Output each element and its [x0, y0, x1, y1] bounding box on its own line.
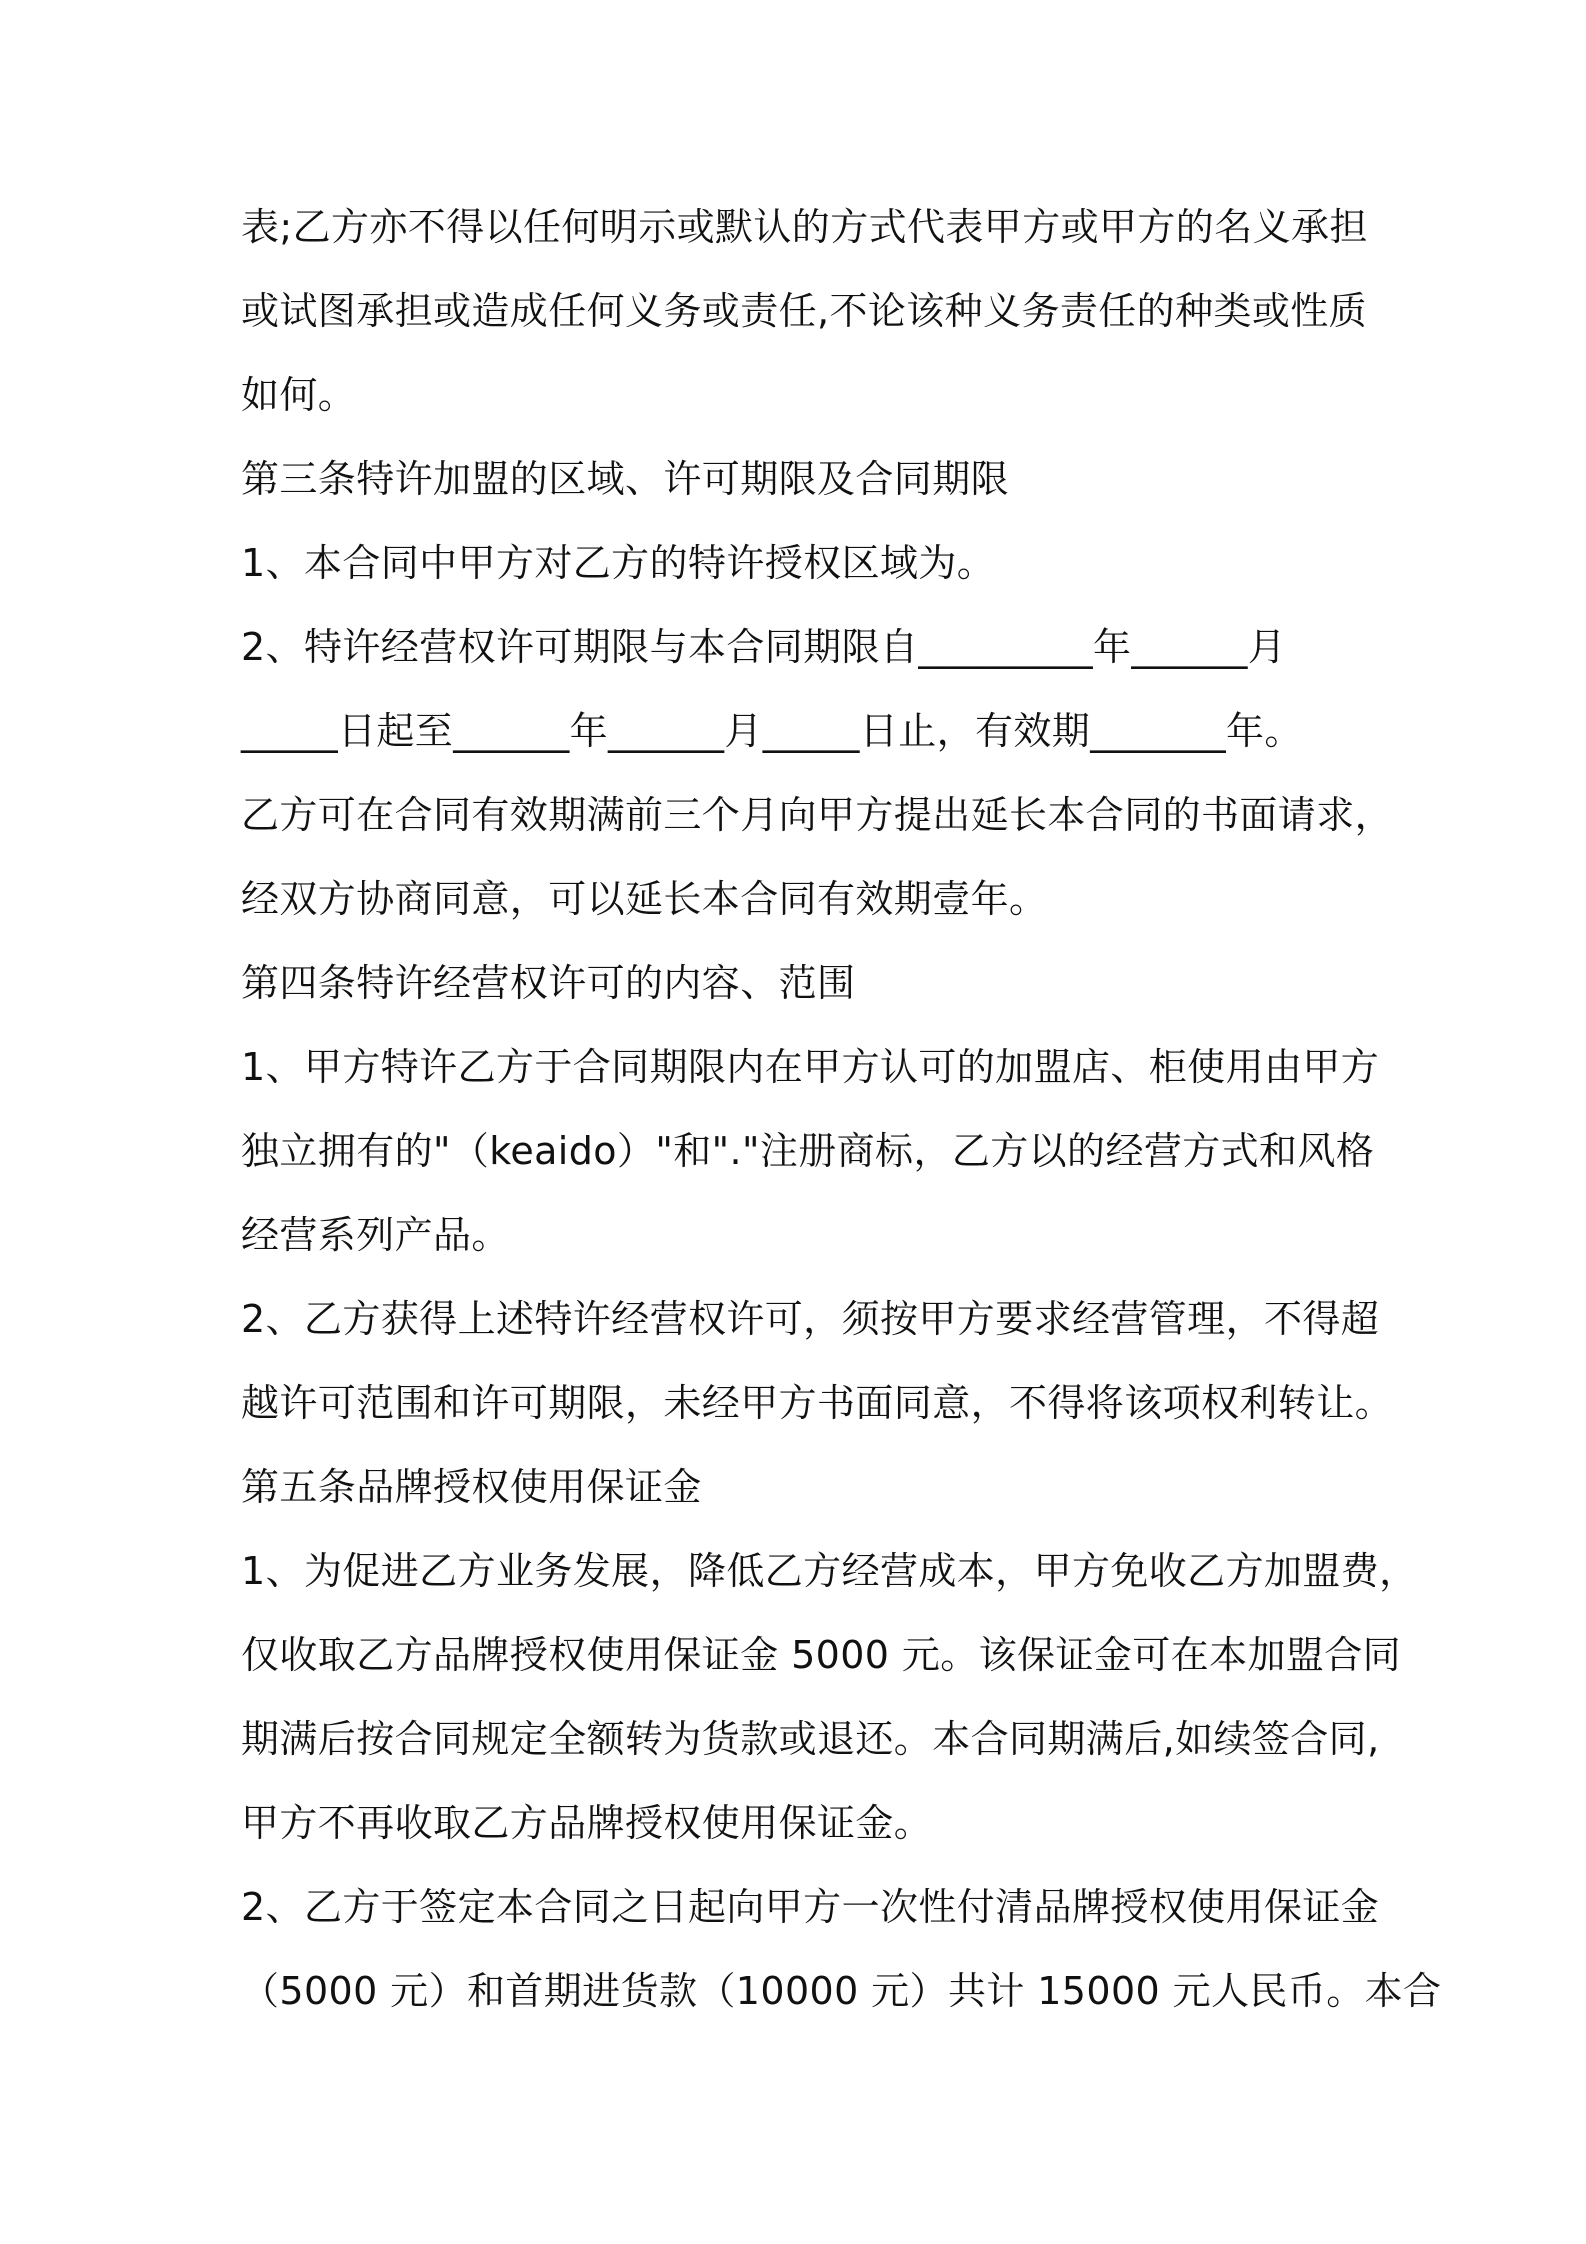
text-line: 2、特许经营权许可期限与本合同期限自_________年______月 — [241, 625, 1287, 669]
text-line: 乙方可在合同有效期满前三个月向甲方提出延长本合同的书面请求， — [241, 793, 1394, 837]
text-line: 1、甲方特许乙方于合同期限内在甲方认可的加盟店、柜使用由甲方 — [241, 1045, 1380, 1089]
article-heading: 第五条品牌授权使用保证金 — [241, 1465, 702, 1509]
text-line: 期满后按合同规定全额转为货款或退还。本合同期满后,如续签合同, — [241, 1717, 1380, 1761]
text-line: 1、为促进乙方业务发展，降低乙方经营成本，甲方免收乙方加盟费， — [241, 1549, 1418, 1593]
article-heading: 第三条特许加盟的区域、许可期限及合同期限 — [241, 457, 1010, 501]
text-line: 表;乙方亦不得以任何明示或默认的方式代表甲方或甲方的名义承担 — [241, 205, 1368, 249]
text-line: 如何。 — [241, 373, 357, 417]
text-line: 越许可范围和许可期限，未经甲方书面同意，不得将该项权利转让。 — [241, 1381, 1394, 1425]
text-line: 经营系列产品。 — [241, 1213, 510, 1257]
text-line: _____日起至______年______月_____日止，有效期_______年。 — [241, 709, 1303, 753]
text-line: 仅收取乙方品牌授权使用保证金 5000 元。该保证金可在本加盟合同 — [241, 1633, 1402, 1677]
text-line: 甲方不再收取乙方品牌授权使用保证金。 — [241, 1801, 933, 1845]
article-heading: 第四条特许经营权许可的内容、范围 — [241, 961, 856, 1005]
text-line: 或试图承担或造成任何义务或责任,不论该种义务责任的种类或性质 — [241, 289, 1368, 333]
text-line: 独立拥有的"（keaido）"和"."注册商标，乙方以的经营方式和风格 — [241, 1129, 1375, 1173]
text-line: （5000 元）和首期进货款（10000 元）共计 15000 元人民币。本合 — [241, 1969, 1442, 2013]
text-line: 2、乙方于签定本合同之日起向甲方一次性付清品牌授权使用保证金 — [241, 1885, 1380, 1929]
text-line: 2、乙方获得上述特许经营权许可，须按甲方要求经营管理，不得超 — [241, 1297, 1380, 1341]
text-line: 经双方协商同意，可以延长本合同有效期壹年。 — [241, 877, 1048, 921]
text-line: 1、本合同中甲方对乙方的特许授权区域为。 — [241, 541, 996, 585]
